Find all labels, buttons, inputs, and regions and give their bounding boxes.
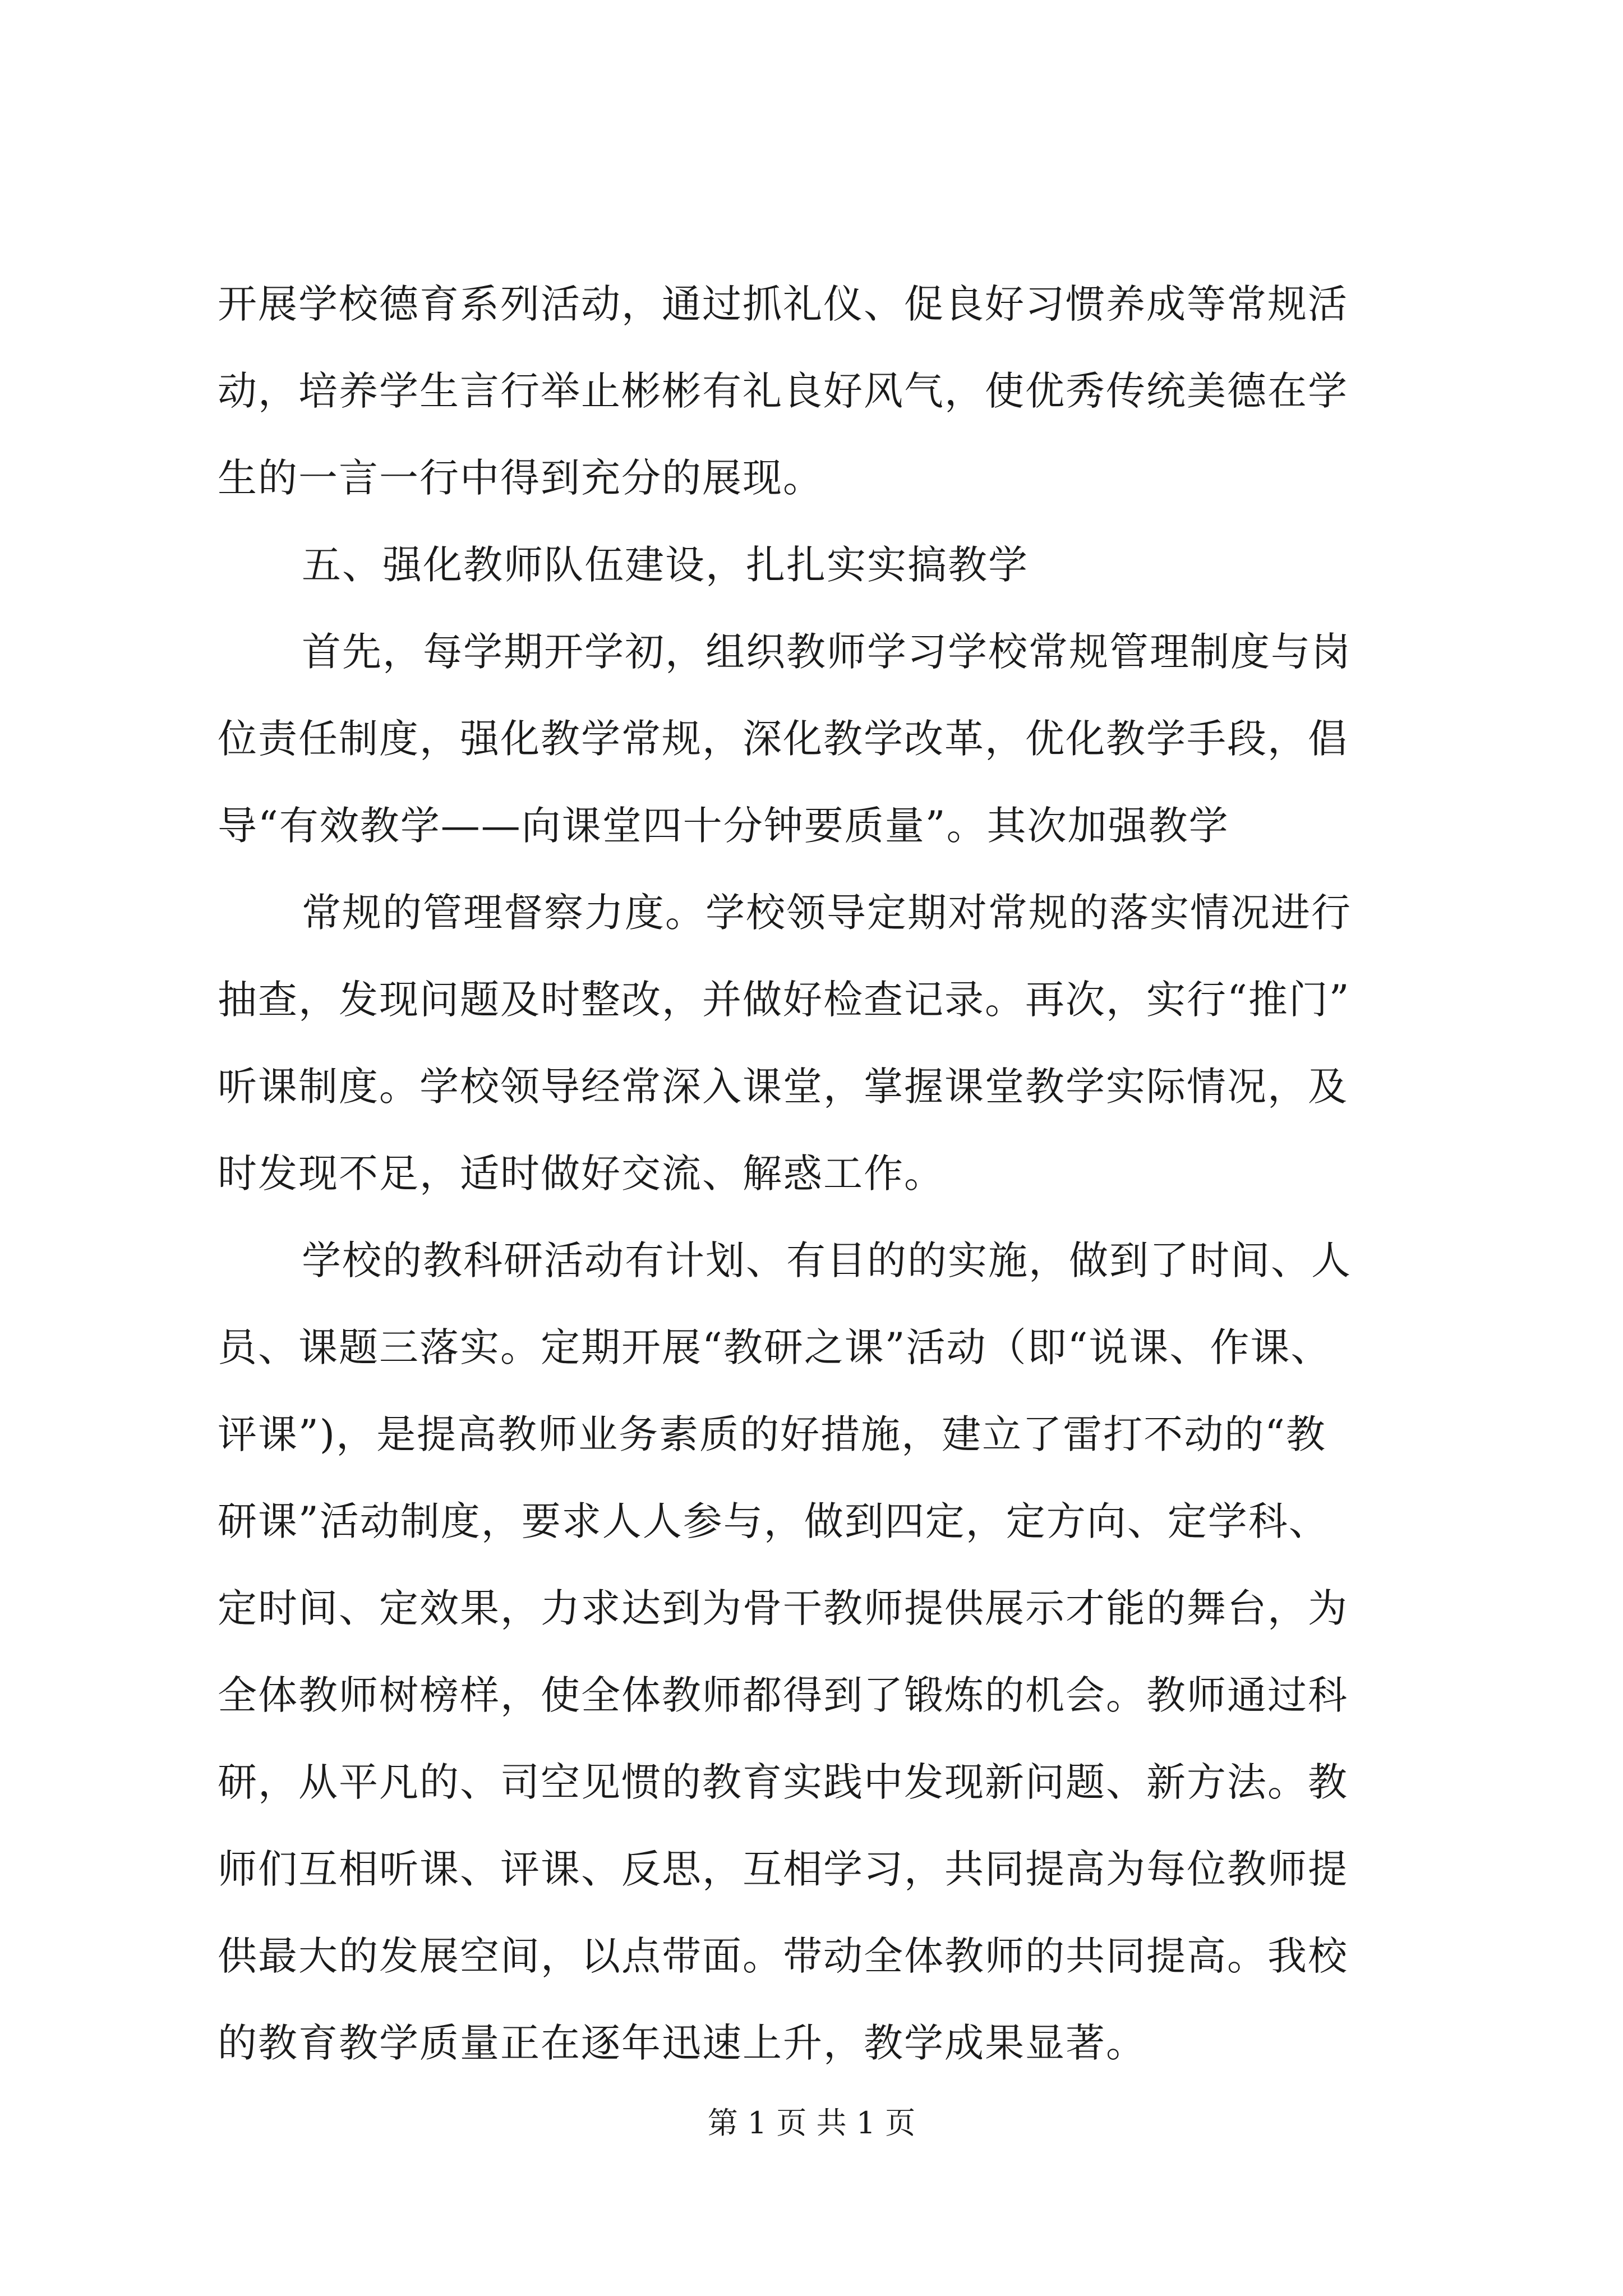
text-line: 听课制度。学校领导经常深入课堂，掌握课堂教学实际情况，及 — [218, 1064, 1348, 1110]
text-line: 动，培养学生言行举止彬彬有礼良好风气，使优秀传统美德在学 — [218, 368, 1348, 414]
text-line: 抽查，发现问题及时整改，并做好检查记录。再次，实行“推门” — [218, 977, 1350, 1023]
text-line: 位责任制度，强化教学常规，深化教学改革，优化教学手段，倡 — [218, 716, 1348, 762]
text-line: 研，从平凡的、司空见惯的教育实践中发现新问题、新方法。教 — [218, 1759, 1348, 1805]
text-line: 五、强化教师队伍建设，扎扎实实搞教学 — [302, 542, 1029, 588]
text-line: 师们互相听课、评课、反思，互相学习，共同提高为每位教师提 — [218, 1846, 1348, 1892]
text-line: 全体教师树榜样，使全体教师都得到了锻炼的机会。教师通过科 — [218, 1672, 1348, 1718]
text-line: 开展学校德育系列活动，通过抓礼仪、促良好习惯养成等常规活 — [218, 281, 1348, 327]
document-body — [218, 261, 1429, 2087]
text-line: 时发现不足，适时做好交流、解惑工作。 — [218, 1151, 944, 1197]
text-line: 学校的教科研活动有计划、有目的的实施，做到了时间、人 — [302, 1237, 1352, 1283]
text-line: 导“有效教学——向课堂四十分钟要质量”。其次加强教学 — [218, 803, 1229, 849]
text-line: 定时间、定效果，力求达到为骨干教师提供展示才能的舞台，为 — [218, 1585, 1348, 1631]
text-line: 常规的管理督察力度。学校领导定期对常规的落实情况进行 — [302, 890, 1352, 936]
text-line: 研课”活动制度，要求人人参与，做到四定，定方向、定学科、 — [218, 1498, 1329, 1544]
text-line: 首先，每学期开学初，组织教师学习学校常规管理制度与岗 — [302, 629, 1352, 675]
text-line: 生的一言一行中得到充分的展现。 — [218, 455, 823, 501]
text-line: 员、课题三落实。定期开展“教研之课”活动（即“说课、作课、 — [218, 1324, 1331, 1370]
text-line: 供最大的发展空间，以点带面。带动全体教师的共同提高。我校 — [218, 1933, 1348, 1979]
text-line: 的教育教学质量正在逐年迅速上升，教学成果显著。 — [218, 2020, 1146, 2066]
page-footer: 第 1 页 共 1 页 — [707, 2105, 916, 2141]
text-line: 评课”)，是提高教师业务素质的好措施，建立了雷打不动的“教 — [218, 1411, 1326, 1457]
